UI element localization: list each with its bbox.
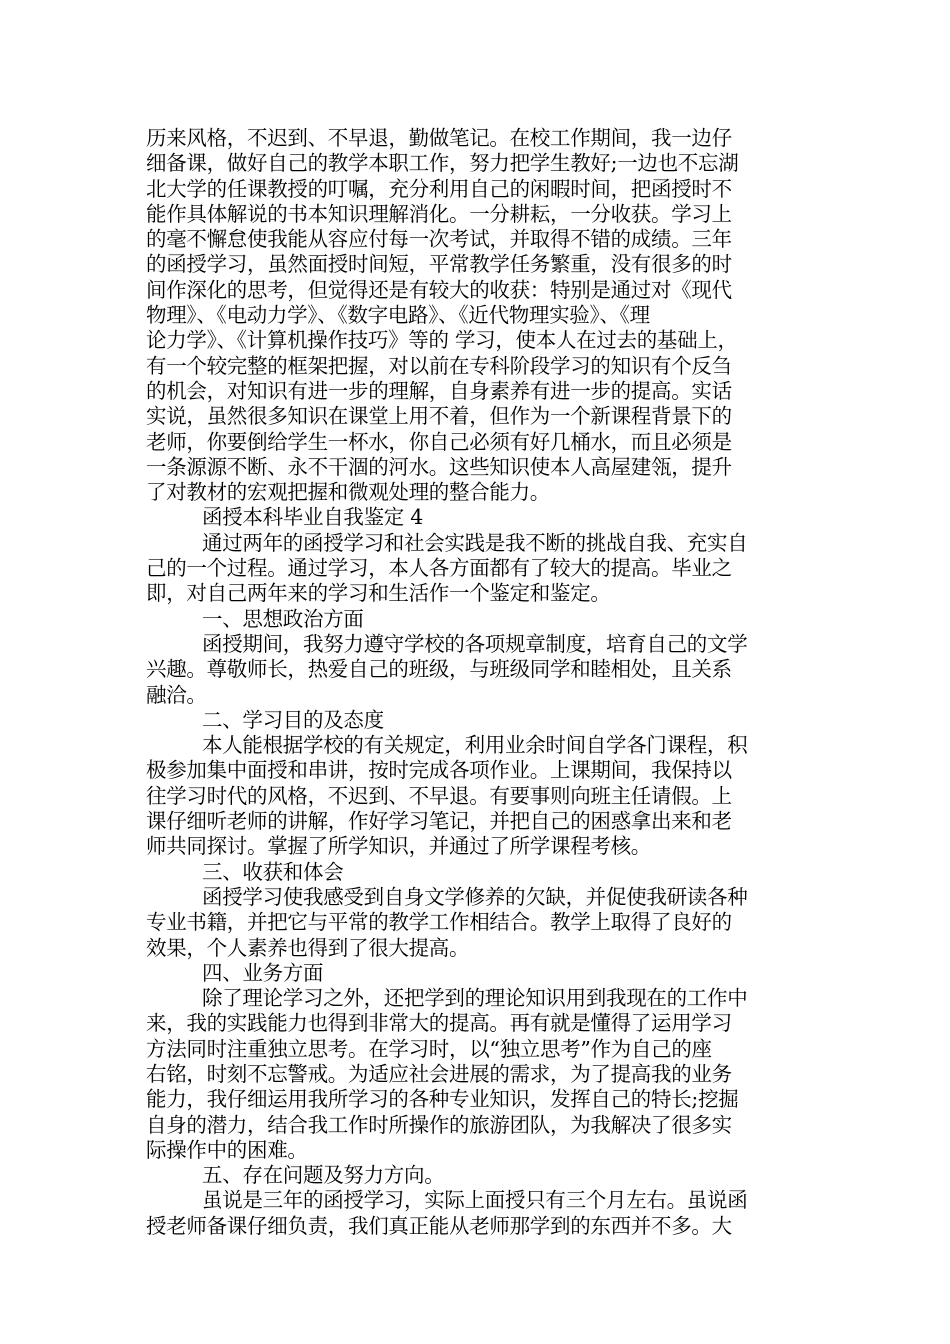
text-line: 函授本科毕业自我鉴定 4 <box>202 505 423 530</box>
text-line: 除了理论学习之外，还把学到的理论知识用到我现在的工作中 <box>202 986 748 1011</box>
text-line: 五、存在问题及努力方向。 <box>202 1163 445 1188</box>
text-line: 四、业务方面 <box>202 960 324 985</box>
text-line: 细备课，做好自己的教学本职工作，努力把学生教好;一边也不忘湖 <box>146 151 739 176</box>
text-line: 的机会，对知识有进一步的理解，自身素养有进一步的提高。实话 <box>146 378 732 403</box>
text-line: 一条源源不断、永不干涸的河水。这些知识使本人高屋建瓴，提升 <box>146 454 732 479</box>
text-line: 极参加集中面授和串讲，按时完成各项作业。上课期间，我保持以 <box>146 758 732 783</box>
text-line: 物理》、《电动力学》、《数字电路》、《近代物理实验》、《理 <box>146 303 650 328</box>
text-line: 北大学的任课教授的叮嘱，充分利用自己的闲暇时间，把函授时不 <box>146 176 732 201</box>
text-line: 的毫不懈怠使我能从容应付每一次考试，并取得不错的成绩。三年 <box>146 227 732 252</box>
text-line: 课仔细听老师的讲解，作好学习笔记，并把自己的困惑拿出来和老 <box>146 809 732 834</box>
text-line: 融洽。 <box>146 682 207 707</box>
text-line: 一、思想政治方面 <box>202 606 364 631</box>
text-line: 函授期间，我努力遵守学校的各项规章制度，培育自己的文学 <box>202 631 748 656</box>
text-line: 来，我的实践能力也得到非常大的提高。再有就是懂得了运用学习 <box>146 1011 732 1036</box>
text-line: 间作深化的思考，但觉得还是有较大的收获：特别是通过对《现代 <box>146 277 732 302</box>
text-line: 的函授学习，虽然面授时间短，平常教学任务繁重，没有很多的时 <box>146 252 732 277</box>
text-line: 效果，个人素养也得到了很大提高。 <box>146 935 470 960</box>
text-line: 有一个较完整的框架把握，对以前在专科阶段学习的知识有个反刍 <box>146 353 732 378</box>
text-line: 能力，我仔细运用我所学习的各种专业知识，发挥自己的特长;挖掘 <box>146 1087 739 1112</box>
text-line: 己的一个过程。通过学习，本人各方面都有了较大的提高。毕业之 <box>146 556 732 581</box>
document-page <box>146 126 806 1239</box>
text-line: 函授学习使我感受到自身文学修养的欠缺，并促使我研读各种 <box>202 884 748 909</box>
text-line: 三、收获和体会 <box>202 859 344 884</box>
text-line: 右铭，时刻不忘警戒。为适应社会进展的需求，为了提高我的业务 <box>146 1061 732 1086</box>
text-line: 授老师备课仔细负责，我们真正能从老师那学到的东西并不多。大 <box>146 1213 732 1238</box>
text-line: 往学习时代的风格，不迟到、不早退。有要事则向班主任请假。上 <box>146 783 732 808</box>
text-line: 二、学习目的及态度 <box>202 707 384 732</box>
text-line: 老师，你要倒给学生一杯水，你自己必须有好几桶水，而且必须是 <box>146 429 732 454</box>
text-line: 兴趣。尊敬师长，热爱自己的班级，与班级同学和睦相处，且关系 <box>146 657 732 682</box>
text-line: 历来风格，不迟到、不早退，勤做笔记。在校工作期间，我一边仔 <box>146 126 732 150</box>
text-line: 了对教材的宏观把握和微观处理的整合能力。 <box>146 480 550 505</box>
text-line: 方法同时注重独立思考。在学习时，以“独立思考”作为自己的座 <box>146 1036 712 1061</box>
text-line: 实说，虽然很多知识在课堂上用不着，但作为一个新课程背景下的 <box>146 404 732 429</box>
text-line: 通过两年的函授学习和社会实践是我不断的挑战自我、充实自 <box>202 530 748 555</box>
text-line: 师共同探讨。掌握了所学知识，并通过了所学课程考核。 <box>146 834 651 859</box>
text-line: 能作具体解说的书本知识理解消化。一分耕耘，一分收获。学习上 <box>146 201 732 226</box>
text-line: 虽说是三年的函授学习，实际上面授只有三个月左右。虽说函 <box>202 1188 748 1213</box>
text-line: 即，对自己两年来的学习和生活作一个鉴定和鉴定。 <box>146 581 611 606</box>
text-line: 自身的潜力，结合我工作时所操作的旅游团队，为我解决了很多实 <box>146 1112 732 1137</box>
text-line: 际操作中的困难。 <box>146 1137 308 1162</box>
text-line: 本人能根据学校的有关规定，利用业余时间自学各门课程，积 <box>202 733 748 758</box>
text-line: 论力学》、《计算机操作技巧》等的 学习，使本人在过去的基础上， <box>146 328 738 353</box>
text-line: 专业书籍，并把它与平常的教学工作相结合。教学上取得了良好的 <box>146 910 732 935</box>
